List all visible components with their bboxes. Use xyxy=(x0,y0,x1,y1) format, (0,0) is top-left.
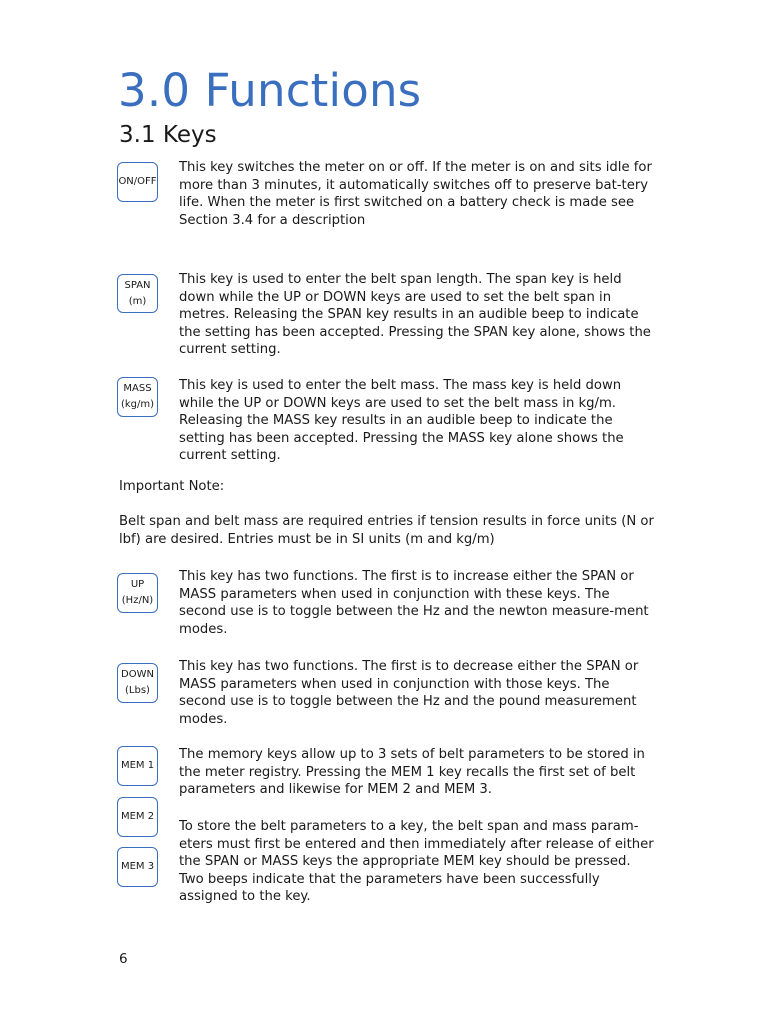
mem3-key-icon xyxy=(117,847,158,887)
note-body: Belt span and belt mass are required entries if tension results in force units (N or lbf) are desired. Entries must be in SI units (m and kg/m) xyxy=(119,514,654,547)
mem1-key-icon xyxy=(117,746,158,786)
span-key-icon xyxy=(117,274,158,313)
key-sublabel: (Hz/N) xyxy=(121,595,154,606)
key-label: ON/OFF xyxy=(118,176,157,187)
key-label: MEM 3 xyxy=(120,861,155,872)
span-description: This key is used to enter the belt span length. The span key is held down while the UP or DOWN keys are used to set the belt span in metres. Releasing the SPAN key results in an audible beep to indicate the setting has been accepted. Pressing the SPAN key alone, shows the current setting. xyxy=(179,272,651,358)
key-sublabel: (Lbs) xyxy=(125,685,150,696)
key-sublabel: (m) xyxy=(128,295,147,307)
page-title: 3.0 Functions xyxy=(118,64,422,117)
memory-description: The memory keys allow up to 3 sets of belt parameters to be stored in the meter registry. Pressing the MEM 1 key recalls the first set of belt parameters and likewise for MEM 2 and MEM 3. xyxy=(179,747,645,798)
mass-key-icon xyxy=(117,377,158,417)
on-off-key-icon xyxy=(117,162,158,202)
key-label: MEM 2 xyxy=(120,811,155,822)
up-description: This key has two functions. The first is to increase either the SPAN or MASS parameters when used in conjunction with these keys. The second use is to toggle between the Hz and the newton measure-ment modes. xyxy=(179,569,649,637)
section-title: 3.1 Keys xyxy=(119,122,217,148)
key-label: DOWN xyxy=(121,669,154,680)
key-label: UP xyxy=(130,579,145,590)
memory-store-description: To store the belt parameters to a key, the belt span and mass param-eters must first be entered and then immediately after release of either the SPAN or MASS keys the appropriate MEM key should be pressed. Two beeps indicate that the parameters have been successfully assigned to the key. xyxy=(179,819,654,905)
key-label: SPAN xyxy=(124,279,151,291)
down-description: This key has two functions. The first is to decrease either the SPAN or MASS parameters when used in conjunction with those keys. The second use is to toggle between the Hz and the pound measurement modes. xyxy=(179,659,639,727)
up-key-icon xyxy=(117,573,158,613)
page-number: 6 xyxy=(119,951,128,967)
key-sublabel: (kg/m) xyxy=(120,399,155,410)
key-label: MEM 1 xyxy=(120,760,155,771)
note-title: Important Note: xyxy=(119,479,225,494)
mem2-key-icon xyxy=(117,797,158,837)
key-label: MASS xyxy=(123,383,152,394)
on-off-description: This key switches the meter on or off. If the meter is on and sits idle for more than 3 minutes, it automatically switches off to preserve bat-tery life. When the meter is first switched on a battery check is made see Section 3.4 for a description xyxy=(179,160,652,228)
down-key-icon xyxy=(117,663,158,703)
mass-description: This key is used to enter the belt mass. The mass key is held down while the UP or DOWN keys are used to set the belt mass in kg/m. Releasing the MASS key results in an audible beep to indicate the setting has been accepted. Pressing the MASS key alone shows the current setting. xyxy=(179,378,624,464)
